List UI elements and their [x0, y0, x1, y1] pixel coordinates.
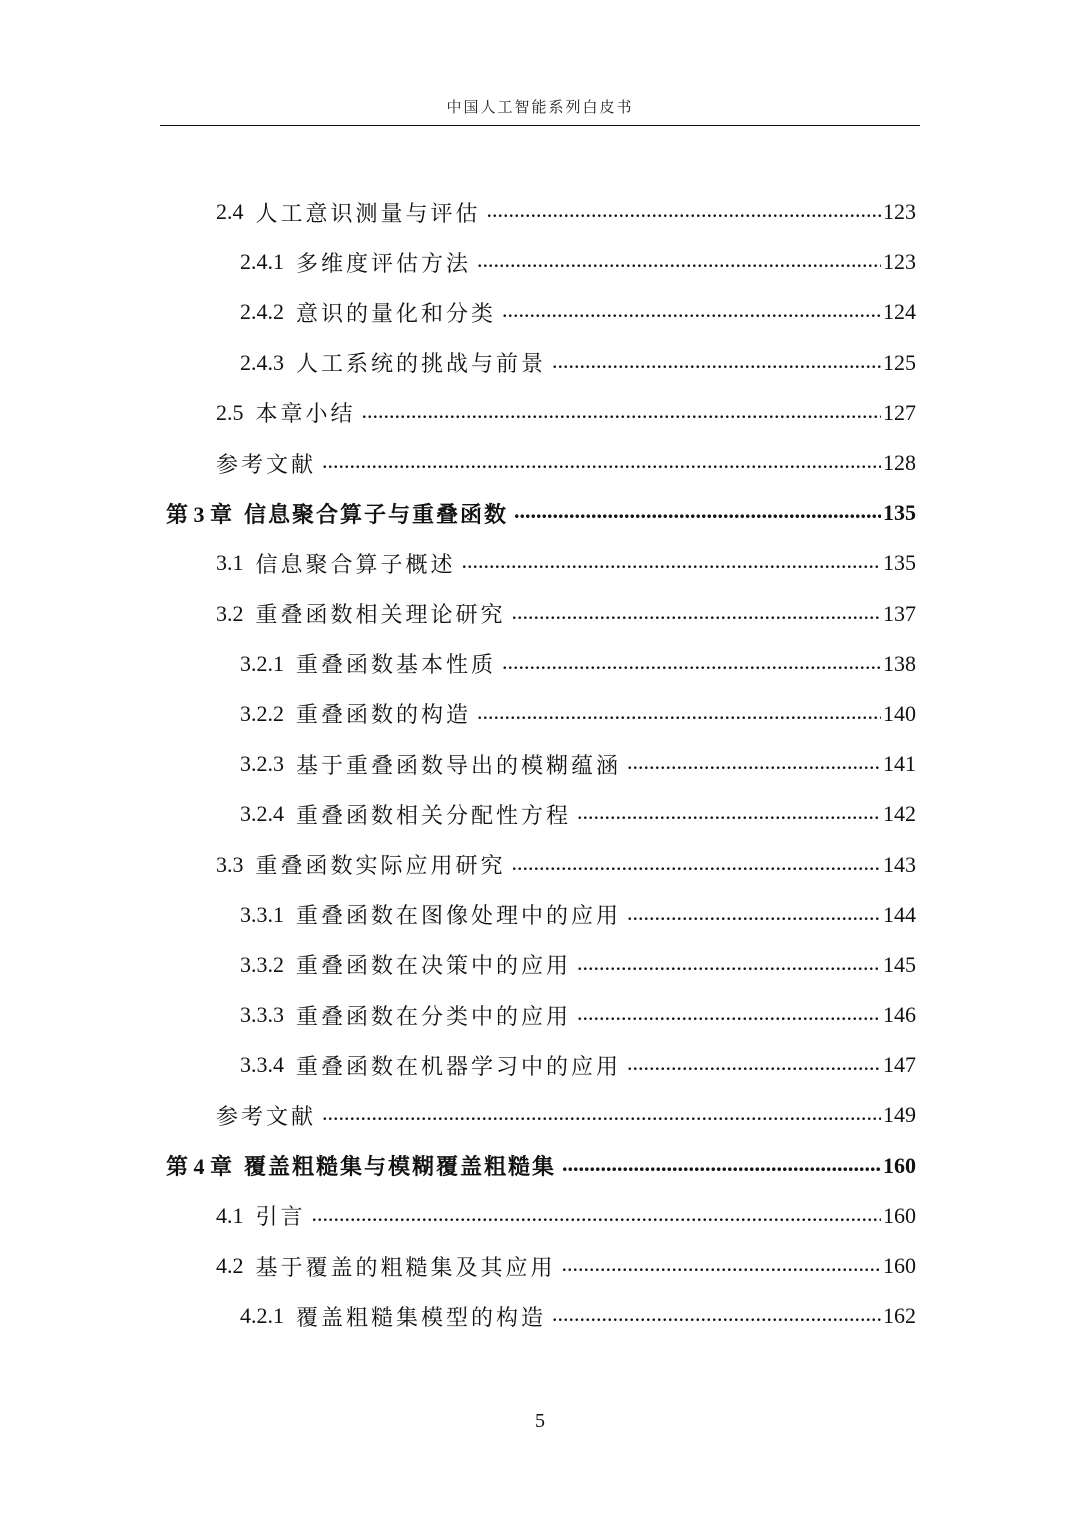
page-number: 5: [535, 1410, 545, 1432]
toc-dot-leader: [577, 1002, 881, 1024]
toc-dot-leader: [577, 801, 881, 823]
toc-entry-title: 引言: [255, 1205, 306, 1231]
toc-dot-leader: [562, 1153, 881, 1175]
toc-entry-title: 人工系统的挑战与前景: [296, 352, 547, 378]
toc-entry-page: 141: [883, 751, 916, 777]
toc-entry-number: 3.2.3: [240, 751, 284, 777]
toc-entry-title: 重叠函数相关分配性方程: [296, 803, 572, 829]
toc-entry[interactable]: [0, 589, 1080, 639]
toc-entry-page: 127: [883, 399, 916, 425]
toc-dot-leader: [502, 299, 881, 321]
toc-entry-number: 3.3.3: [240, 1002, 284, 1028]
toc-entry-page: 124: [883, 299, 916, 325]
toc-entry[interactable]: [0, 287, 1080, 337]
toc-entry-number: 3.1: [216, 550, 244, 576]
toc-entry[interactable]: [0, 1090, 1080, 1140]
toc-entry-number: 第 3 章: [166, 501, 233, 527]
toc-entry-page: 137: [883, 600, 916, 626]
toc-entry[interactable]: [0, 1291, 1080, 1341]
toc-dot-leader: [514, 500, 881, 522]
toc-entry-title: 重叠函数在机器学习中的应用: [296, 1054, 622, 1080]
toc-entry-page: 140: [883, 700, 916, 726]
toc-dot-leader: [627, 751, 881, 773]
toc-dot-leader: [512, 852, 881, 874]
toc-entry[interactable]: [0, 1191, 1080, 1241]
toc-entry-title: 本章小结: [255, 402, 356, 428]
toc-dot-leader: [362, 400, 881, 422]
toc-entry[interactable]: [0, 1241, 1080, 1291]
toc-dot-leader: [477, 249, 881, 271]
toc-dot-leader: [502, 651, 881, 673]
toc-entry-title: 重叠函数基本性质: [296, 653, 497, 679]
toc-entry-title: 意识的量化和分类: [296, 301, 497, 327]
toc-entry-title: 重叠函数在图像处理中的应用: [296, 904, 622, 930]
toc-entry-title: 覆盖粗糙集与模糊覆盖粗糙集: [244, 1154, 557, 1181]
toc-chapter-entry[interactable]: [0, 488, 1080, 538]
toc-entry[interactable]: [0, 940, 1080, 990]
toc-entry[interactable]: [0, 990, 1080, 1040]
toc-entry-number: 3.3.1: [240, 901, 284, 927]
toc-entry-page: 135: [883, 500, 916, 526]
toc-entry-page: 145: [883, 951, 916, 977]
toc-dot-leader: [552, 350, 881, 372]
toc-dot-leader: [512, 601, 881, 623]
toc-entry-title: 参考文献: [216, 452, 317, 478]
toc-entry-page: 123: [883, 249, 916, 275]
toc-entry-page: 160: [883, 1202, 916, 1228]
toc-entry-page: 144: [883, 901, 916, 927]
toc-dot-leader: [322, 450, 881, 472]
toc-dot-leader: [627, 1052, 881, 1074]
toc-entry[interactable]: [0, 338, 1080, 388]
toc-entry-page: 160: [883, 1152, 916, 1178]
toc-entry[interactable]: [0, 538, 1080, 588]
toc-entry-page: 146: [883, 1002, 916, 1028]
toc-entry-page: 123: [883, 199, 916, 225]
toc-entry[interactable]: [0, 187, 1080, 237]
toc-chapter-entry[interactable]: [0, 1141, 1080, 1191]
toc-dot-leader: [627, 902, 881, 924]
toc-entry-number: 2.5: [216, 399, 244, 425]
toc-entry-number: 3.2.4: [240, 801, 284, 827]
toc-entry-title: 重叠函数的构造: [296, 703, 472, 729]
toc-entry-page: 143: [883, 851, 916, 877]
toc-entry-number: 4.2.1: [240, 1303, 284, 1329]
toc-dot-leader: [562, 1253, 881, 1275]
toc-entry-title: 基于覆盖的粗糙集及其应用: [255, 1255, 556, 1281]
toc-entry[interactable]: [0, 388, 1080, 438]
toc-entry-number: 2.4.3: [240, 349, 284, 375]
toc-dot-leader: [552, 1303, 881, 1325]
toc-entry-number: 3.2.1: [240, 650, 284, 676]
toc-entry-page: 125: [883, 349, 916, 375]
toc-entry-page: 135: [883, 550, 916, 576]
toc-entry-title: 参考文献: [216, 1104, 317, 1130]
toc-entry-title: 重叠函数在分类中的应用: [296, 1004, 572, 1030]
toc-entry-title: 多维度评估方法: [296, 251, 472, 277]
header-divider: [160, 125, 920, 126]
table-of-contents: [0, 187, 1080, 1341]
toc-entry-page: 142: [883, 801, 916, 827]
toc-entry-title: 覆盖粗糙集模型的构造: [296, 1305, 547, 1331]
toc-entry-page: 138: [883, 650, 916, 676]
toc-dot-leader: [577, 952, 881, 974]
toc-entry-number: 4.2: [216, 1253, 244, 1279]
toc-entry[interactable]: [0, 1040, 1080, 1090]
toc-entry-number: 第 4 章: [166, 1154, 233, 1180]
toc-entry[interactable]: [0, 789, 1080, 839]
toc-entry[interactable]: [0, 689, 1080, 739]
toc-entry[interactable]: [0, 739, 1080, 789]
toc-entry-page: 160: [883, 1253, 916, 1279]
toc-entry-title: 重叠函数在决策中的应用: [296, 954, 572, 980]
toc-entry[interactable]: [0, 839, 1080, 889]
toc-entry-title: 人工意识测量与评估: [255, 201, 481, 227]
running-header: 中国人工智能系列白皮书: [446, 98, 634, 116]
toc-entry-title: 信息聚合算子与重叠函数: [244, 501, 509, 528]
toc-entry-number: 4.1: [216, 1202, 244, 1228]
toc-entry-number: 3.3: [216, 851, 244, 877]
toc-entry-title: 信息聚合算子概述: [255, 552, 456, 578]
toc-entry-title: 重叠函数实际应用研究: [255, 854, 506, 880]
toc-dot-leader: [322, 1102, 881, 1124]
toc-dot-leader: [312, 1203, 881, 1225]
toc-entry[interactable]: [0, 237, 1080, 287]
toc-dot-leader: [477, 701, 881, 723]
toc-dot-leader: [462, 550, 881, 572]
toc-entry[interactable]: [0, 890, 1080, 940]
toc-dot-leader: [487, 199, 881, 221]
toc-entry[interactable]: [0, 438, 1080, 488]
toc-entry-number: 2.4: [216, 199, 244, 225]
toc-entry-number: 3.2: [216, 600, 244, 626]
toc-entry-number: 2.4.2: [240, 299, 284, 325]
toc-entry[interactable]: [0, 639, 1080, 689]
toc-entry-number: 3.3.4: [240, 1052, 284, 1078]
toc-entry-number: 3.2.2: [240, 700, 284, 726]
toc-entry-page: 147: [883, 1052, 916, 1078]
toc-entry-number: 2.4.1: [240, 249, 284, 275]
toc-entry-title: 基于重叠函数导出的模糊蕴涵: [296, 753, 622, 779]
toc-entry-page: 128: [883, 450, 916, 476]
toc-entry-page: 149: [883, 1102, 916, 1128]
toc-entry-page: 162: [883, 1303, 916, 1329]
toc-entry-title: 重叠函数相关理论研究: [255, 603, 506, 629]
toc-entry-number: 3.3.2: [240, 951, 284, 977]
